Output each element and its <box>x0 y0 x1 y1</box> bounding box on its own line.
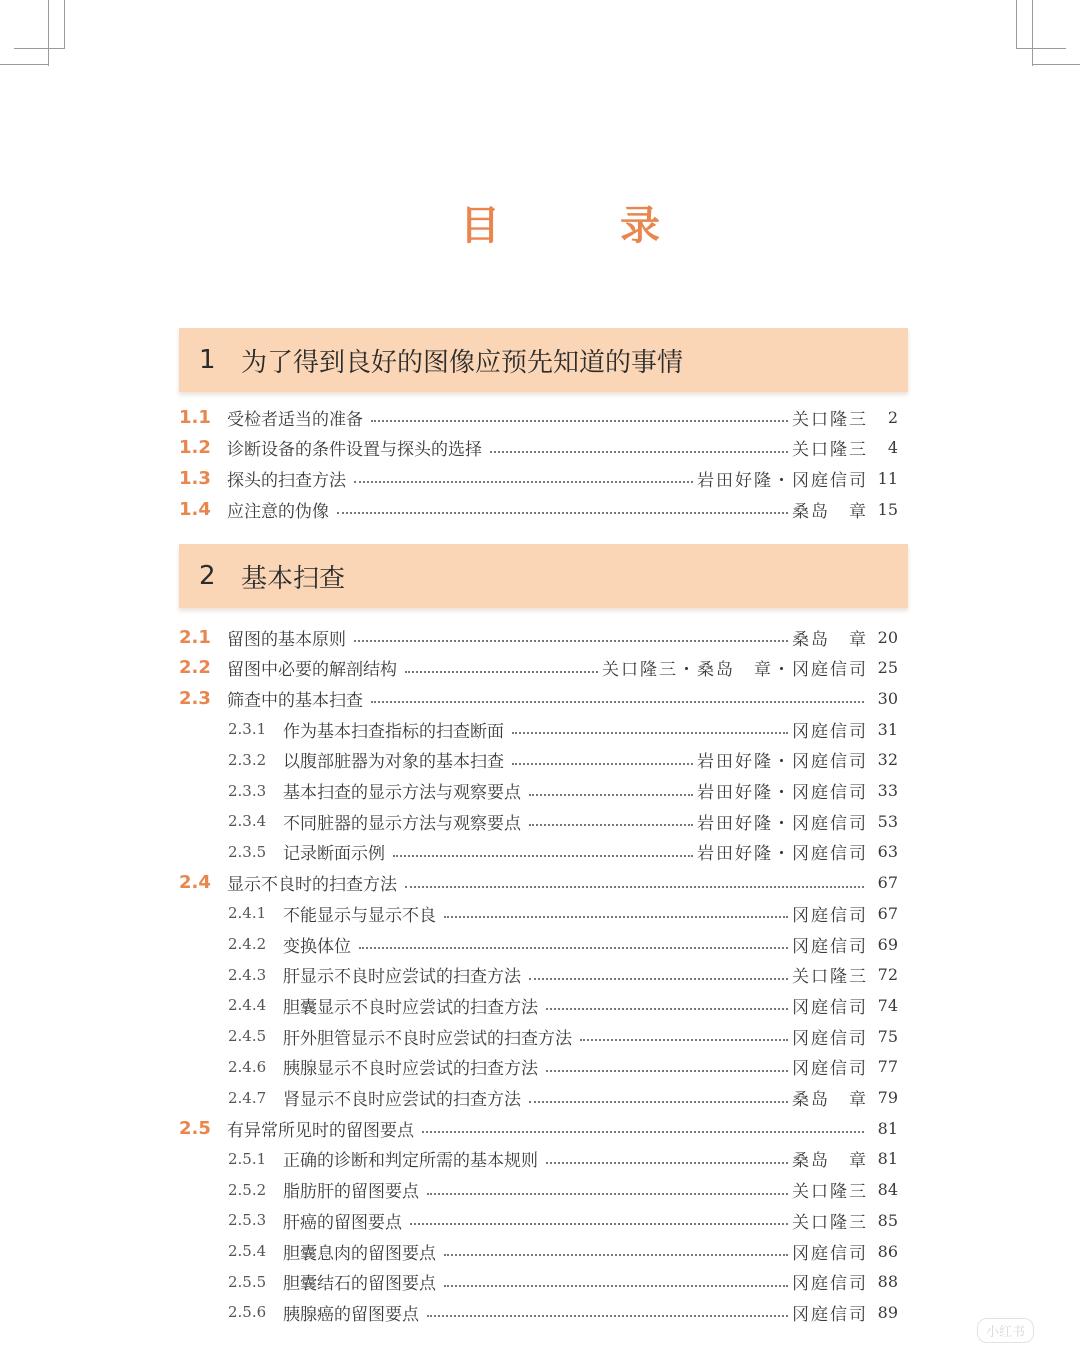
toc-subsection-row[interactable] <box>0 1297 1080 1327</box>
toc-entry-number: 1.3 <box>179 467 211 489</box>
crop-mark-top-left-vertical-inner <box>48 0 49 66</box>
toc-entry-number: 2.5.2 <box>228 1180 267 1199</box>
dot-leader <box>546 1070 788 1072</box>
toc-entry-title: 留图的基本原则 <box>227 629 346 650</box>
toc-entry-page-number: 74 <box>877 995 898 1015</box>
toc-entry-body <box>283 1085 868 1110</box>
dot-leader <box>405 671 598 673</box>
toc-subsection-row[interactable] <box>0 1236 1080 1266</box>
toc-entry-body <box>283 839 868 864</box>
toc-entry-title: 显示不良时的扫查方法 <box>227 875 397 896</box>
toc-entry-title: 受检者适当的准备 <box>227 409 363 430</box>
crop-mark-top-right-horizontal <box>1016 48 1066 49</box>
toc-entry-page-number: 72 <box>877 965 898 985</box>
dot-leader <box>444 1254 788 1256</box>
dot-leader <box>405 886 864 888</box>
crop-mark-top-right-vertical-inner <box>1032 0 1033 66</box>
toc-subsection-row[interactable] <box>0 929 1080 959</box>
toc-entry-page-number: 86 <box>877 1241 898 1261</box>
toc-entry-body <box>283 932 868 957</box>
dot-leader <box>529 1101 788 1103</box>
toc-entry-number: 2.4.5 <box>228 1027 267 1046</box>
toc-entry-author: 桑岛 章 <box>792 629 868 650</box>
toc-entry-body <box>283 1024 868 1049</box>
toc-entry-body <box>227 686 868 711</box>
toc-entry-number: 2.5.3 <box>228 1211 267 1230</box>
toc-subsection-row[interactable] <box>0 837 1080 867</box>
dot-leader <box>529 794 693 796</box>
toc-entry-page-number: 81 <box>877 1149 898 1169</box>
toc-entry-body <box>283 1054 868 1079</box>
toc-entry-page-number: 79 <box>877 1088 898 1107</box>
toc-entry-page-number: 85 <box>877 1210 898 1230</box>
dot-leader <box>371 701 864 703</box>
toc-section-row[interactable] <box>0 402 1080 432</box>
toc-subsection-row[interactable] <box>0 960 1080 990</box>
toc-entry-title: 应注意的伪像 <box>227 501 329 522</box>
dot-leader <box>354 481 693 483</box>
toc-entry-page-number: 67 <box>877 903 898 923</box>
toc-entry-number: 2.4 <box>179 872 211 894</box>
chapter-number: 1 <box>199 345 216 375</box>
toc-entry-body <box>283 1300 868 1325</box>
toc-entry-number: 2.5.6 <box>228 1303 267 1322</box>
toc-entry-page-number: 75 <box>877 1026 898 1046</box>
toc-entry-number: 1.2 <box>179 437 211 459</box>
dot-leader <box>422 1131 864 1133</box>
toc-entry-title: 记录断面示例 <box>283 844 385 865</box>
watermark-logo: 小红书 <box>977 1318 1034 1343</box>
toc-entry-body <box>227 466 868 491</box>
toc-entry-body <box>283 901 868 926</box>
toc-entry-title: 肾显示不良时应尝试的扫查方法 <box>283 1090 521 1110</box>
toc-entry-body <box>283 778 868 803</box>
toc-entry-body <box>283 717 868 742</box>
toc-entry-body <box>283 1208 868 1233</box>
toc-entry-title: 肝显示不良时应尝试的扫查方法 <box>283 967 521 988</box>
toc-entry-number: 2.2 <box>179 657 211 679</box>
toc-entry-number: 2.3.1 <box>228 720 267 739</box>
toc-entry-body <box>227 497 868 522</box>
toc-entry-number: 2.3.5 <box>228 842 267 861</box>
toc-entry-title: 基本扫查的显示方法与观察要点 <box>283 783 521 803</box>
toc-entry-page-number: 88 <box>877 1272 898 1292</box>
toc-entry-author: 岩田好隆・冈庭信司 <box>697 752 868 773</box>
toc-entry-author: 关口隆三 <box>792 440 868 461</box>
toc-entry-body <box>283 962 868 987</box>
toc-subsection-row[interactable] <box>0 990 1080 1020</box>
dot-leader <box>427 1315 788 1317</box>
dot-leader <box>512 763 693 765</box>
dot-leader <box>393 855 693 857</box>
toc-entry-page-number: 20 <box>877 627 898 647</box>
crop-mark-top-right-vertical <box>1016 0 1017 48</box>
toc-entry-title: 脂肪肝的留图要点 <box>283 1182 419 1203</box>
toc-entry-page-number: 32 <box>877 750 898 770</box>
toc-entry-number: 2.3.4 <box>228 812 267 831</box>
toc-entry-page-number: 2 <box>887 407 898 427</box>
toc-entry-author: 冈庭信司 <box>792 1059 868 1080</box>
toc-section-row[interactable] <box>0 1113 1080 1143</box>
toc-entry-author: 关口隆三 <box>792 967 868 988</box>
toc-entry-author: 冈庭信司 <box>792 905 868 926</box>
toc-entry-body <box>227 625 868 650</box>
dot-leader <box>529 824 693 826</box>
toc-entry-number: 2.3.2 <box>228 750 267 769</box>
toc-entry-author: 冈庭信司 <box>792 1304 868 1325</box>
toc-entry-title: 胰腺癌的留图要点 <box>283 1304 419 1325</box>
toc-entry-author: 冈庭信司 <box>792 936 868 957</box>
toc-entry-title: 筛查中的基本扫查 <box>227 690 363 711</box>
toc-entry-title: 有异常所见时的留图要点 <box>227 1120 414 1141</box>
toc-entry-author: 冈庭信司 <box>792 1028 868 1049</box>
dot-leader <box>371 420 788 422</box>
toc-entry-page-number: 30 <box>877 688 898 708</box>
toc-entry-author: 桑岛 章 <box>792 1090 868 1110</box>
toc-entry-title: 胆囊息肉的留图要点 <box>283 1243 436 1264</box>
toc-entry-author: 关口隆三 <box>792 1182 868 1203</box>
toc-entry-page-number: 84 <box>877 1180 898 1200</box>
toc-entry-page-number: 69 <box>877 934 898 954</box>
toc-entry-body <box>283 747 868 772</box>
dot-leader <box>444 1285 788 1287</box>
toc-entry-title: 胆囊结石的留图要点 <box>283 1274 436 1295</box>
toc-section-row[interactable] <box>0 463 1080 493</box>
toc-subsection-row[interactable] <box>0 1175 1080 1205</box>
toc-entry-author: 冈庭信司 <box>792 997 868 1018</box>
toc-entry-body <box>283 1177 868 1202</box>
toc-section-row[interactable] <box>0 653 1080 683</box>
toc-subsection-row[interactable] <box>0 1267 1080 1297</box>
crop-mark-top-left-horizontal-outer <box>0 64 48 65</box>
toc-entry-title: 诊断设备的条件设置与探头的选择 <box>227 440 482 461</box>
dot-leader <box>546 1008 788 1010</box>
toc-entry-author: 关口隆三・桑岛 章・冈庭信司 <box>602 660 868 681</box>
toc-entry-title: 肝癌的留图要点 <box>283 1212 402 1233</box>
dot-leader <box>546 1162 788 1164</box>
toc-entry-number: 2.1 <box>179 626 211 648</box>
toc-entry-author: 岩田好隆・冈庭信司 <box>697 470 868 491</box>
toc-entry-title: 不能显示与显示不良 <box>283 905 436 926</box>
crop-mark-top-right-horizontal-outer <box>1032 64 1080 65</box>
toc-subsection-row[interactable] <box>0 1144 1080 1174</box>
toc-entry-title: 胰腺显示不良时应尝试的扫查方法 <box>283 1059 538 1080</box>
toc-entry-page-number: 33 <box>877 781 898 800</box>
toc-entry-author: 桑岛 章 <box>792 1151 868 1172</box>
toc-entry-page-number: 25 <box>877 658 898 678</box>
toc-entry-title: 作为基本扫查指标的扫查断面 <box>283 721 504 742</box>
toc-entry-author: 岩田好隆・冈庭信司 <box>697 813 868 834</box>
toc-entry-body <box>283 1269 868 1294</box>
toc-entry-body <box>283 809 868 834</box>
toc-entry-page-number: 89 <box>877 1302 898 1322</box>
toc-entry-page-number: 67 <box>877 873 898 893</box>
toc-entry-number: 1.1 <box>179 406 211 428</box>
toc-entry-body <box>283 1239 868 1264</box>
crop-mark-top-left-vertical <box>64 0 65 48</box>
toc-entry-page-number: 11 <box>877 468 898 488</box>
toc-subsection-row[interactable] <box>0 1021 1080 1051</box>
toc-entry-title: 留图中必要的解剖结构 <box>227 660 397 681</box>
toc-subsection-row[interactable] <box>0 745 1080 775</box>
toc-subsection-row[interactable] <box>0 714 1080 744</box>
toc-entry-body <box>227 655 868 680</box>
chapter-number: 2 <box>199 561 216 591</box>
toc-entry-number: 2.5.5 <box>228 1272 267 1291</box>
toc-entry-number: 2.5 <box>179 1117 211 1139</box>
toc-entry-page-number: 15 <box>877 499 898 519</box>
toc-section-row[interactable] <box>0 433 1080 463</box>
toc-entry-page-number: 53 <box>877 811 898 831</box>
toc-subsection-row[interactable] <box>0 1205 1080 1235</box>
chapter-title: 为了得到良好的图像应预先知道的事情 <box>241 347 684 378</box>
toc-entry-page-number: 63 <box>877 842 898 862</box>
toc-entry-number: 1.4 <box>179 498 211 520</box>
toc-entry-number: 2.4.1 <box>228 904 267 923</box>
toc-entry-body <box>227 1116 868 1141</box>
toc-entry-number: 2.3 <box>179 687 211 709</box>
chapter-heading[interactable] <box>179 544 908 608</box>
dot-leader <box>427 1193 788 1195</box>
toc-entry-number: 2.3.3 <box>228 781 267 800</box>
toc-entry-title: 胆囊显示不良时应尝试的扫查方法 <box>283 997 538 1018</box>
toc-entry-number: 2.4.7 <box>228 1088 267 1107</box>
toc-subsection-row[interactable] <box>0 776 1080 806</box>
toc-entry-number: 2.4.6 <box>228 1057 267 1076</box>
crop-mark-top-left-horizontal <box>14 48 65 49</box>
dot-leader <box>359 947 788 949</box>
toc-entry-author: 岩田好隆・冈庭信司 <box>697 844 868 865</box>
toc-entry-title: 探头的扫查方法 <box>227 470 346 491</box>
toc-entry-author: 关口隆三 <box>792 1212 868 1233</box>
toc-entry-title: 变换体位 <box>283 936 351 957</box>
dot-leader <box>410 1223 788 1225</box>
toc-entry-author: 桑岛 章 <box>792 501 868 522</box>
toc-entry-page-number: 4 <box>887 438 898 458</box>
toc-entry-page-number: 77 <box>877 1057 898 1077</box>
dot-leader <box>580 1039 788 1041</box>
toc-entry-page-number: 81 <box>877 1118 898 1138</box>
toc-entry-page-number: 31 <box>877 719 898 739</box>
toc-entry-body <box>227 435 868 460</box>
chapter-title: 基本扫查 <box>241 563 346 594</box>
dot-leader <box>512 732 788 734</box>
toc-entry-author: 冈庭信司 <box>792 1243 868 1264</box>
toc-entry-number: 2.5.1 <box>228 1149 267 1168</box>
toc-subsection-row[interactable] <box>0 1083 1080 1113</box>
toc-section-row[interactable] <box>0 868 1080 898</box>
toc-section-row[interactable] <box>0 622 1080 652</box>
toc-entry-title: 肝外胆管显示不良时应尝试的扫查方法 <box>283 1028 572 1049</box>
toc-section-row[interactable] <box>0 494 1080 524</box>
toc-entry-title: 以腹部脏器为对象的基本扫查 <box>283 752 504 773</box>
dot-leader <box>354 640 788 642</box>
dot-leader <box>490 451 788 453</box>
toc-entry-number: 2.4.2 <box>228 935 267 953</box>
dot-leader <box>529 978 788 980</box>
toc-section-row[interactable] <box>0 683 1080 713</box>
toc-entry-author: 岩田好隆・冈庭信司 <box>697 783 868 803</box>
dot-leader <box>337 512 788 514</box>
toc-entry-author: 冈庭信司 <box>792 1274 868 1295</box>
toc-entry-number: 2.5.4 <box>228 1242 267 1260</box>
page-title: 目 录 <box>460 203 700 249</box>
toc-entry-title: 正确的诊断和判定所需的基本规则 <box>283 1151 538 1172</box>
toc-entry-title: 不同脏器的显示方法与观察要点 <box>283 813 521 834</box>
chapter-heading[interactable] <box>179 328 908 392</box>
toc-entry-body <box>283 993 868 1018</box>
toc-entry-author: 冈庭信司 <box>792 721 868 742</box>
toc-subsection-row[interactable] <box>0 806 1080 836</box>
toc-subsection-row[interactable] <box>0 898 1080 928</box>
toc-entry-number: 2.4.4 <box>228 996 267 1015</box>
toc-subsection-row[interactable] <box>0 1052 1080 1082</box>
toc-entry-body <box>283 1146 868 1171</box>
toc-entry-author: 关口隆三 <box>792 409 868 430</box>
toc-entry-body <box>227 870 868 895</box>
dot-leader <box>444 916 788 918</box>
toc-entry-body <box>227 405 868 430</box>
toc-entry-number: 2.4.3 <box>228 965 267 984</box>
